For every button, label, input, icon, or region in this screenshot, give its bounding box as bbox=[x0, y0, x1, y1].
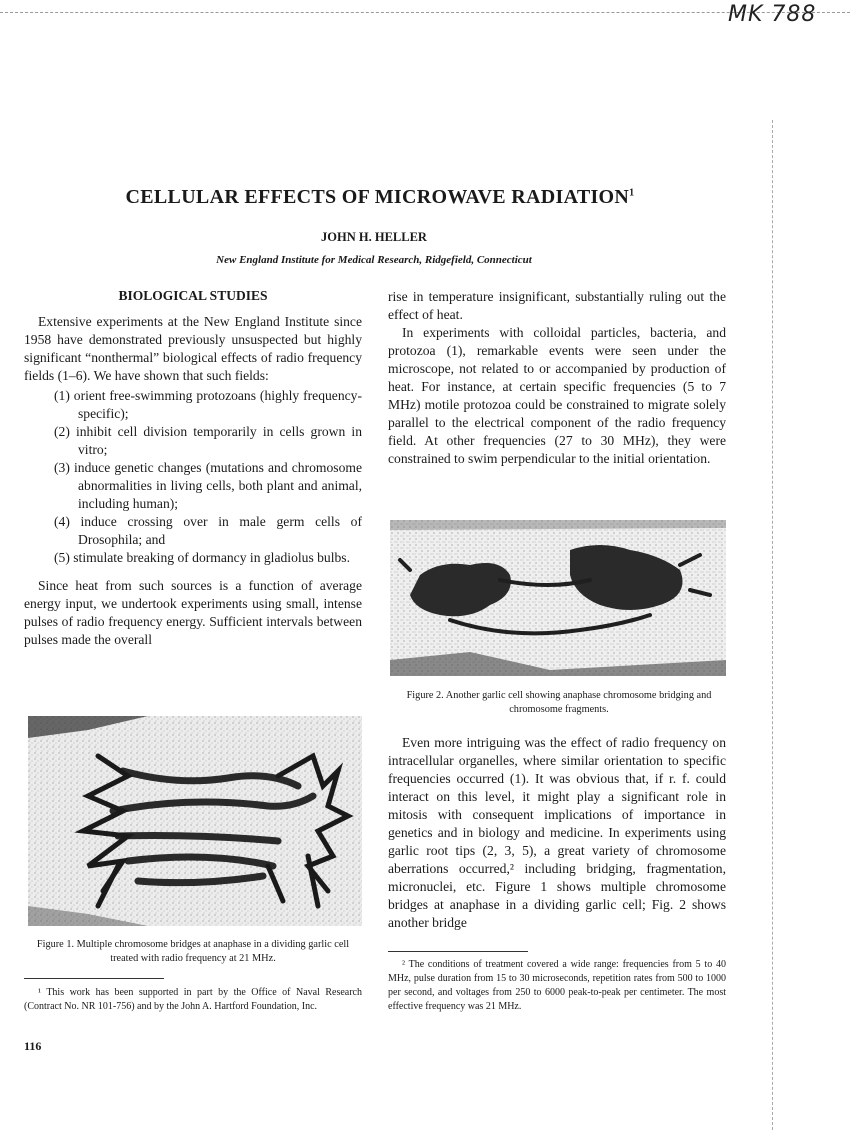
list-item: (1) orient free-swimming protozoans (highly frequency-specific); bbox=[54, 388, 362, 421]
paragraph: Since heat from such sources is a function of average energy input, we undertook experiments using small, intense pulses of radio frequency energy. Sufficient intervals between pulses made the overall bbox=[24, 578, 362, 647]
figure-2-caption: Figure 2. Another garlic cell showing anaphase chromosome bridging and chromosome fragments. bbox=[406, 690, 712, 715]
paragraph: rise in temperature insignificant, substantially ruling out the effect of heat. bbox=[388, 289, 726, 322]
paragraph: Even more intriguing was the effect of radio frequency on intracellular organelles, where similar orientation to specific frequencies occurred (1). It was obvious that, if r. f. could interact on this level, it might play a significant role in mitosis with consequent implications of importance in genetics and in biology and medicine. In experiments using garlic root tips (2, 3, 5), a great variety of chromosome aberrations occurred,² including bridging, fragmentation, micronuclei, etc. Figure 1 shows multiple chromosome bridges at anaphase in a dividing garlic cell; Fig. 2 shows another bridge bbox=[388, 735, 726, 930]
chromosome-micrograph-2 bbox=[390, 520, 726, 676]
figure-1-photo bbox=[28, 716, 362, 926]
left-column-text bbox=[24, 287, 362, 649]
author-affiliation: New England Institute for Medical Research, Ridgefield, Connecticut bbox=[216, 254, 532, 266]
figure-1-caption: Figure 1. Multiple chromosome bridges at anaphase in a dividing garlic cell treated with radio frequency at 21 MHz. bbox=[36, 939, 350, 964]
paragraph: In experiments with colloidal particles, bacteria, and protozoa (1), remarkable events were seen under the microscope, not related to or accompanied by production of heat. For instance, at certain specific frequencies (5 to 7 MHz) motile protozoa could be constrained to migrate solely parallel to the electrical component of the radio frequency field. At other frequencies (27 to 30 MHz), they were constrained to swim perpendicular to the initial orientation. bbox=[388, 325, 726, 466]
title-footnote-marker: 1 bbox=[629, 187, 635, 199]
list-item: (3) induce genetic changes (mutations and chromosome abnormalities in living cells, both plant and animal, including human); bbox=[54, 460, 362, 511]
right-column-text-top bbox=[388, 288, 726, 468]
footnote-rule bbox=[388, 951, 528, 952]
paragraph: Extensive experiments at the New England Institute since 1958 have demonstrated previously unsuspected but highly significant “nonthermal” biological effects of radio frequency fields (1–6). We have shown that such fields: bbox=[24, 314, 362, 383]
section-heading: BIOLOGICAL STUDIES bbox=[118, 288, 268, 303]
list-item: (5) stimulate breaking of dormancy in gladiolus bulbs. bbox=[54, 550, 350, 565]
effects-list bbox=[24, 387, 362, 567]
scan-right-border bbox=[772, 120, 773, 1130]
chromosome-micrograph-1 bbox=[28, 716, 362, 926]
page-number: 116 bbox=[24, 1039, 42, 1053]
handwritten-annotation: MK 788 bbox=[728, 2, 817, 27]
list-item: (2) inhibit cell division temporarily in cells grown in vitro; bbox=[54, 424, 362, 457]
right-column-text-bottom bbox=[388, 734, 726, 932]
list-item: (4) induce crossing over in male germ cells of Drosophila; and bbox=[54, 514, 362, 547]
footnote-1: ¹ This work has been supported in part by the Office of Naval Research (Contract No. NR 101-756) and by the John A. Hartford Foundation, Inc. bbox=[24, 987, 362, 1012]
scan-top-border bbox=[0, 12, 850, 13]
article-title: CELLULAR EFFECTS OF MICROWAVE RADIATION$^1$ bbox=[125, 186, 635, 208]
footnote-2: ² The conditions of treatment covered a wide range: frequencies from 5 to 40 MHz, pulse duration from 15 to 30 microseconds, repetition rates from 500 to 1000 per second, and voltages from 250 to 6000 peak-to-peak per centimeter. The most effective frequency was 21 MHz. bbox=[388, 959, 726, 1012]
author-name: JOHN H. HELLER bbox=[321, 230, 427, 244]
footnote-rule bbox=[24, 978, 164, 979]
figure-2-photo bbox=[390, 520, 726, 676]
